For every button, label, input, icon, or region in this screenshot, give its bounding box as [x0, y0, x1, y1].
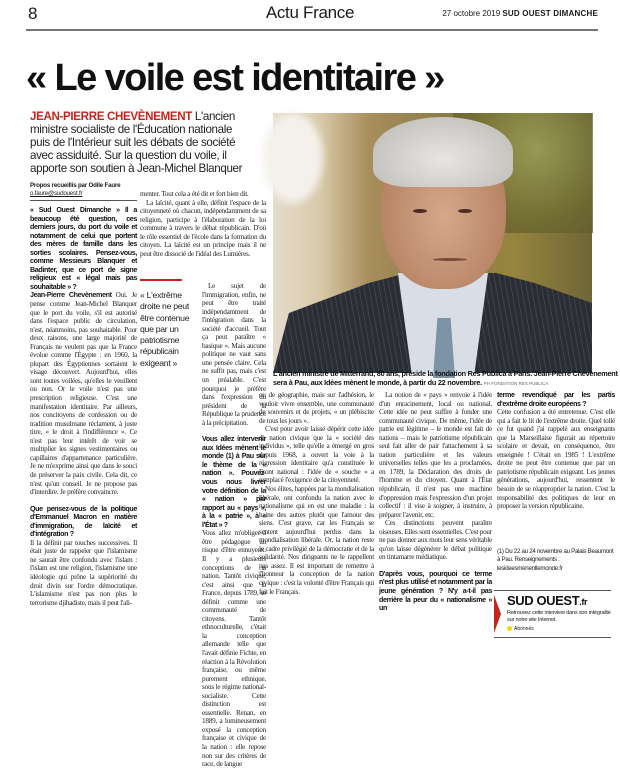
paragraph: menter. Tout cela a été dit et fort bien dit.: [140, 190, 249, 198]
answer-3: Vous allez m'obliger à être pédagogue au risque d'être ennuyeux. Il y a plusieurs conceptions de la nation. Tantôt civique, c'est ainsi que la France, depuis 1789, se définit comme une communauté de citoyens. Tantôt ethnoculturelle, c'était la conception allemande telle que l'avait définie Fichte, en réaction à la Révolution française, ou même purement ethnique, sous le régime national-socialiste. Cette distinction est essentielle. Renan, en 1889, a lumineusement exposé la conception française et civique de la nation : elle repose non sur des critères de race, de langue: [202, 529, 266, 769]
page-number: 8: [28, 4, 38, 23]
question-2: Que pensez-vous de la politique d'Emmanuel Macron en matière d'immigration, de laïcité et d'intégration ?: [30, 504, 137, 539]
paragraph: La laïcité, quant à elle, définit l'espace de la citoyenneté où chacun, indépendamment de sa religion, participe à l'élaboration de la loi commune à travers le débat républicain. D'où le rôle essentiel de l'école dans la formation du citoyen. La laïcité est un principe mais il ne peut être dissocié de l'idéal des Lumières.: [140, 198, 266, 258]
pullquote: « L'extrême droite ne peut être contenue que par un patriotisme républicain exigeant »: [140, 290, 190, 368]
promo-text: Retrouvez cette interview dans son intégralité sur notre site Internet.: [507, 610, 611, 623]
promo-brand: SUD OUEST.fr: [507, 593, 588, 608]
answer-4: Cette confusion a été entretenue. C'est elle qui a fait le lit de l'extrême droite. Quel tollé ce fut quand j'ai rappelé aux enseignants que la Marseillaise figurait au répertoire scolaire et devait, en conséquence, être enseignée ! C'était en 1985 ! L'extrême droite ne peut être contenue que par un patriotisme républicain exigeant. Les jeunes générations, aujourd'hui, ressentent le besoin de se réapproprier la nation. C'est la responsabilité des politiques de leur en proposer la version républicaine.: [497, 408, 615, 511]
question-1: « Sud Ouest Dimanche » Il a beaucoup été question, ces derniers jours, du port du voile et notamment de celui que portent des mères de famille dans les sorties scolaires. Pensez-vous, comme Messieurs Blanquer et Badinter, que ce port de signe religieux est « légal mais pas souhaitable » ?: [30, 206, 137, 291]
question-4: D'après vous, pourquoi ce terme n'est plus utilisé et notamment par la jeune génération ? N'y a-t-il pas derrière la peur du « nationalisme » un: [379, 569, 492, 613]
paragraph: Nos élites, happées par la mondialisation libérale, ont confondu la nation avec le nationalisme qui en est une maladie : la haine des autres plutôt que l'amour des siens. C'est grave, car les Français se sentent aujourd'hui perdus dans la mondialisation libérale. Or, la nation reste le cadre privilégié de la démocratie et de la solidarité. Nos dirigeants ne le rappellent pas assez. Il est important de remettre à l'honneur la conception de la nation civique : c'est la volonté d'être Français qui fait le Français.: [259, 485, 374, 596]
paragraph: Ces distinctions peuvent paraître oiseuses. Elles sont essentielles. C'est pour ne pas donner aux mots leur sens véritable qu'on laisse dégénérer le débat politique en tintamarre médiatique.: [379, 519, 492, 562]
chevron-right-icon: [494, 595, 501, 633]
question-3: Vous allez intervenir aux Idées mènent le monde (1) à Pau sur le thème de la « nation ». Pouvez-vous nous livrer votre définition de la « nation » par rapport au « pays », à la « patrie », à « l'État » ?: [202, 435, 266, 529]
paragraph: Le sujet de l'immigration, enfin, ne peut être traité indépendamment de l'intégration dans la société d'accueil. Tout ça peut paraître « basique ». Mais aucune politique ne vaut sans une pensée claire. Cela ne suffit pas, mais c'est un préalable. C'est pourquoi je préfère dans l'expression du président de la République la prudence à la précipitation.: [202, 282, 266, 427]
issue-date: 27 octobre 2019: [442, 9, 501, 18]
byline-email[interactable]: o.faure@sudouest.fr: [30, 190, 83, 197]
pullquote-rule: [140, 279, 182, 281]
article-lede: [30, 110, 252, 175]
photo-credit: PH FONDATION RES PUBLICA: [483, 381, 549, 387]
portrait-photo: [273, 113, 592, 368]
header-rule: [26, 29, 598, 31]
subscriber-dot-icon: [507, 626, 512, 631]
lede-name: JEAN-PIERRE CHEVÈNEMENT: [30, 110, 193, 123]
column-4: [379, 391, 492, 613]
lede-text: L'ancien ministre socialiste de l'Éducation nationale puis de l'Intérieur suit les débats de société avec assiduité. Sur la question du voile, il apporte son soutien à Jean-Michel Blanquer: [30, 110, 243, 176]
footnote: (1) Du 22 au 24 novembre au Palais Beaumont à Pau. Renseignements : lesideesmenentlemonde.fr: [497, 548, 614, 572]
column-1: [30, 206, 137, 607]
answer-1: Jean-Pierre Chevènement Oui. Je pense comme Jean-Michel Blanquer que le port du voile, s'il est autorisé dans l'espace public de circulation, n'est, néanmoins, pas souhaitable. Pour deux raisons, une large majorité de Français ne veulent pas que la France évolue comme l'Égypte : en 1960, la plupart des Égyptiennes sortaient le visage découvert. Aujourd'hui, elles sont toutes voilées, qu'elles le veuillent ou non. Or le voile n'est pas une prescription religieuse. C'est une manifestation identitaire. Par ailleurs, nos concitoyens de confession ou de tradition musulmane réclament, à juste titre, « le droit à l'indifférence ». Ce n'est pas leur intérêt de voir se multiplier les signes vestimentaires ou capillaires d'appartenance particulière. Je ne m'exprime ainsi que dans le souci de préserver la paix civile. Cela dit, ce n'est qu'un conseil. Je ne propose pas d'interdire. Je préfère convaincre.: [30, 290, 137, 497]
article-headline: « Le voile est identitaire »: [26, 57, 444, 99]
paragraph: ou de géographie, mais sur l'adhésion, le vouloir vivre ensemble, une communauté de souvenirs et de projets, « un plébiscite de tous les jours ».: [259, 391, 374, 425]
subscriber-badge: Abonnés: [507, 626, 534, 632]
column-2-top: [140, 190, 266, 258]
question-4-cont: terme revendiqué par les partis d'extrême droite européens ?: [497, 391, 615, 408]
sudouest-promo[interactable]: [494, 590, 611, 638]
section-title: Actu France: [265, 3, 355, 22]
paragraph: C'est pour avoir laissé dépérir cette idée de nation civique que la « société des individus », telle qu'elle a émergé en gros depuis 1968, a ouvert la voie à la régression identitaire qu'a constituée le Front national : l'idée de « souche » a remplacé l'exigence de la citoyenneté.: [259, 425, 374, 485]
column-5: [497, 391, 615, 511]
paragraph: La notion de « pays » renvoie à l'idée d'un enracinement, local ou national. Cette idée ne peut suffire à fonder une communauté civique. De même, l'idée de patrie est légitime – le monde est fait de nations – mais le patriotisme républicain seul fait aller de pair l'attachement à sa nation particulière et les valeurs universelles telles que les a proclamées, en 1789, la Déclaration des droits de l'homme et du citoyen. Quant à l'État républicain, il n'est pas une machine d'oppression mais l'expression d'un projet collectif : il vise à soigner, à instruire, à préparer l'avenir, etc.: [379, 391, 492, 519]
byline-author: Propos recueillis par Odile Faure: [30, 182, 121, 189]
byline: [30, 182, 137, 198]
column-2-wrap: [140, 282, 266, 769]
dateline: [442, 9, 598, 18]
photo-caption: L'ancien ministre de Mitterrand, 80 ans, préside la fondation Res Publica à Paris. Jean-Pierre Chevènement sera à Pau, aux Idées mènent le monde, à partir du 22 novembre. PH FONDATION RES PUBLICA: [273, 369, 618, 388]
publication-name: SUD OUEST DIMANCHE: [502, 9, 598, 18]
column-3: [259, 391, 374, 596]
byline-rule: [30, 200, 137, 201]
answer-speaker: Jean-Pierre Chevènement: [30, 290, 112, 300]
answer-2: Il la définit par touches successives. Il était juste de rappeler que l'islamisme ne saurait être confondu avec l'islam : l'islam est une religion, l'islamisme une idéologie qui prône la supériorité du droit divin sur l'ordre démocratique. L'islamisme n'est pas non plus le terrorisme djihadiste, mais il peut l'ali-: [30, 538, 137, 607]
